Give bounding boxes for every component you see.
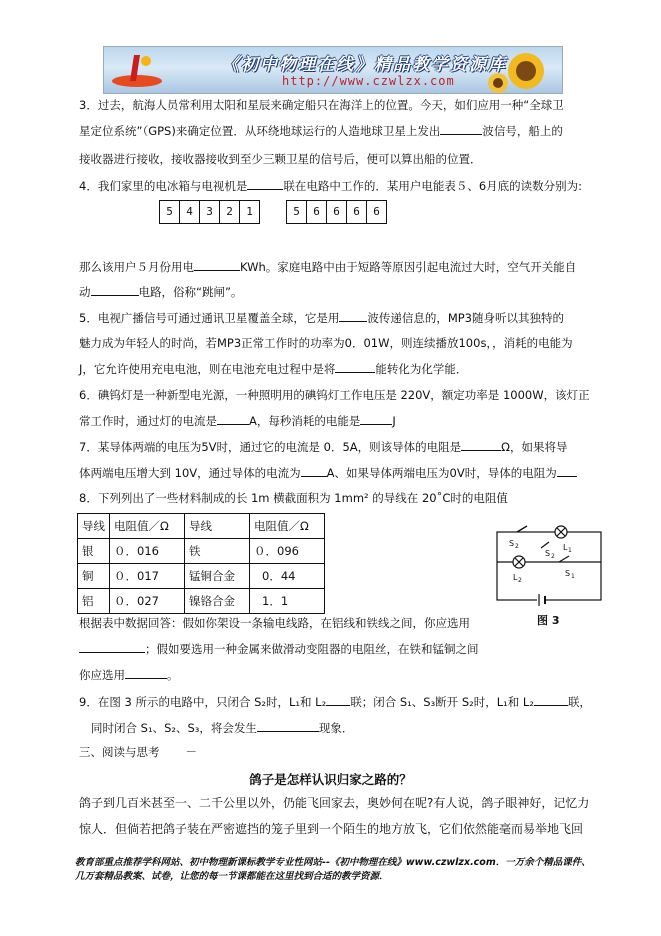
table-cell: ０．027 [110,589,185,614]
article-line1: 鸽子到几百米甚至一、二千公里以外，仍能飞回家去，奥妙何在呢?有人说，鸽子眼神好，记忆力 [79,796,590,810]
q8-line1: 8．下列列出了一些材料制成的长 1m 横截面积为 1mm² 的导线在 20˚C时的电阻值 [79,491,508,505]
table-row [78,539,325,564]
article-title: 鸽子是怎样认识归家之路的？ [249,772,412,787]
q9-line1: 9．在图 3 所示的电路中，只闭合 S₂时，L₁和 L₂ 联；闭合 S₁、S₃断开 S₂时，L₁和 L₂ 联， [79,695,591,709]
svg-text:S: S [509,539,515,548]
svg-text:2: 2 [551,553,555,560]
table-row [78,564,325,589]
header-banner [103,46,563,94]
q3-line2: 星定位系统”（GPS)来确定位置．从环绕地球运行的人造地球卫星上发出 波信号，船上的 [79,124,563,138]
banner-url[interactable]: http://www.czwlzx.com [282,74,455,88]
table-row [78,589,325,614]
meter-reading-june: 5 6 6 6 6 [287,200,387,224]
svg-text:L: L [513,573,518,582]
footer-line2: 几万套精品教案、试卷，让您的每一节课都能在这里找到合适的教学资源． [75,871,389,882]
svg-text:2: 2 [515,543,519,550]
meter-reading-may: 5 4 3 2 1 [160,200,260,224]
q7-line2: 体两端电压增大到 10V，通过导体的电流为 A、如果导体两端电压为0V时，导体的电阻为 [79,464,577,481]
q3-line3: 接收器进行接收，接收器接收到至少三颗卫星的信号后，便可以算出船的位置． [79,152,482,166]
q8-line2: 根据表中数据回答：假如你架设一条输电线路，在铝线和铁线之间，你应选用 [79,616,470,630]
table-cell: 铁 [185,539,250,564]
table-cell: 锰铜合金 [185,564,250,589]
q5-line3: J，它允许使用充电电池，则在电池充电过程中是将 能转化为化学能． [79,362,468,376]
q5-line1: 5．电视广播信号可通过通讯卫星覆盖全球，它是用 波传递信息的，MP3随身听以其独特的 [79,311,564,325]
table-cell: 导线 [78,514,110,539]
table-cell: ０．017 [110,564,185,589]
svg-text:S: S [565,569,571,578]
q4-line2: 那么该用户５月份用电 KWh。家庭电路中由于短路等原因引起电流过大时，空气开关能自 [79,260,577,274]
q6-line1: 6．碘钨灯是一种新型电光源，一种照明用的碘钨灯工作电压是 220V，额定功率是 1000W，该灯正 [79,388,590,402]
logo-icon [110,51,164,89]
q3-line1: 3．过去，航海人员常利用太阳和星辰来确定船只在海洋上的位置。今天，如们应用一种“全球卫 [79,98,564,112]
footer-line1: 教育部重点推荐学科网站、初中物理新课标教学专业性网站--《初中物理在线》www.czwlzx.com．一万余个精品课件、 [75,857,591,868]
q8-line4: 你应选用 。 [79,668,179,682]
article-line2: 惊人．但倘若把鸽子装在严密遮挡的笼子里到一个陌生的地方放飞，它们依然能毫而易举地飞回 [79,822,584,836]
q8-line3: ；假如要选用一种金属来做滑动变阻器的电阻丝，在铁和锰铜之间 [79,640,479,657]
table-cell: 银 [78,539,110,564]
table-header-row [78,514,325,539]
q5-line2: 魅力成为年轻人的时尚，若MP3正常工作时的功率为0．01W，则连续播放100s，，消耗的电能为 [79,336,573,350]
q7-line1: 7．某导体两端的电压为5V时，通过它的电流是 0．5A，则该导体的电阻是 Ω，如果将导 [79,440,568,454]
q4-line3: 动 电路，俗称“跳闸”。 [79,285,243,299]
table-cell: 镍铬合金 [185,589,250,614]
table-cell: 电阻值／Ω [110,514,185,539]
table-cell: 铝 [78,589,110,614]
q6-line2: 常工作时，通过灯的电流是 A，每秒消耗的电能是 J [79,414,396,428]
q9-line2: 同时闭合 S₁、S₂、S₃，将会发生 现象． [91,721,354,735]
svg-text:S: S [545,549,551,558]
table-cell: 导线 [185,514,250,539]
svg-text:2: 2 [518,577,522,584]
table-cell: 1．1 [250,589,325,614]
banner-title: 《初中物理在线》精品教学资源库 [222,55,507,75]
table-cell: ０．096 [250,539,325,564]
resistance-table [77,513,325,614]
table-cell: ０．016 [110,539,185,564]
table-cell: 电阻值／Ω [250,514,325,539]
svg-text:1: 1 [571,573,575,580]
svg-text:L: L [563,543,568,552]
q4-line1: 4．我们家里的电冰箱与电视机是 联在电路中工作的．某用户电能表５、6月底的读数分别为: [79,179,583,193]
svg-text:1: 1 [568,547,572,554]
table-cell: 铜 [78,564,110,589]
figure-label: 图 3 [537,614,560,627]
table-cell: 0．44 [250,564,325,589]
section-heading: 三、阅读与思考 － [79,745,197,759]
